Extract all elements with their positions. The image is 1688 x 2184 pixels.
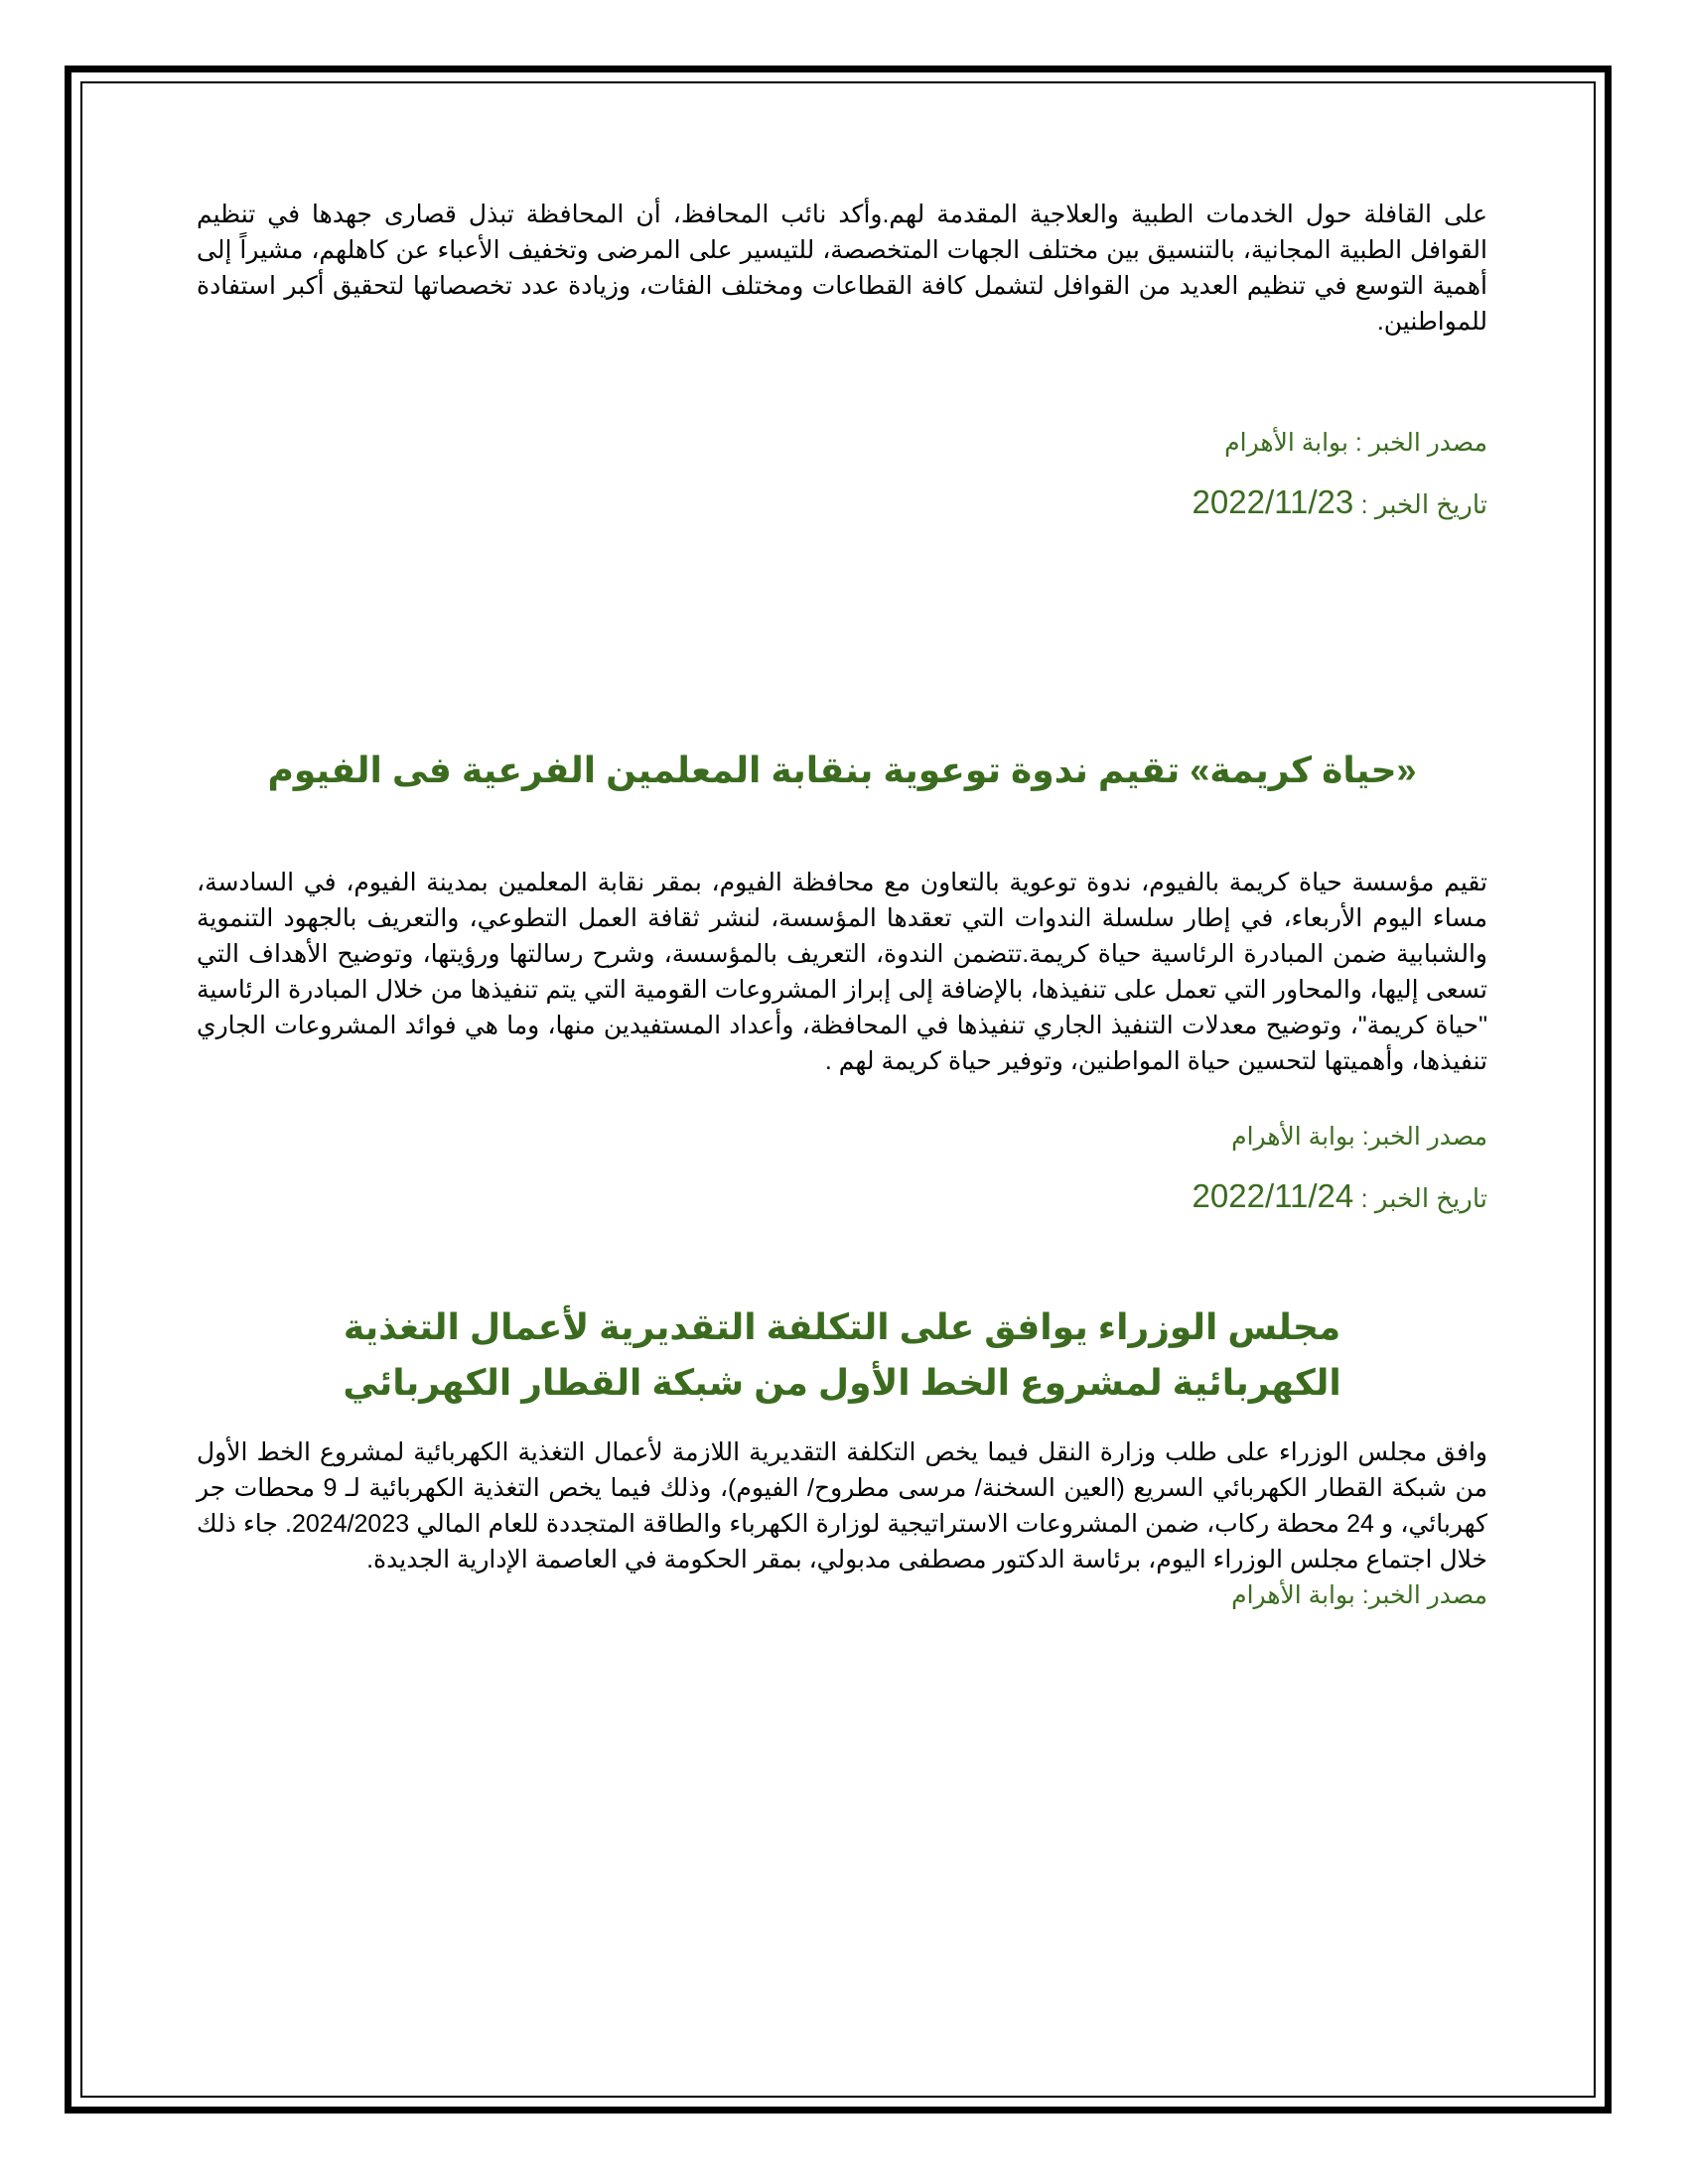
article1-date-label: تاريخ الخبر : <box>1353 489 1487 519</box>
article2-date-value: 2022/11/24 <box>1192 1177 1354 1214</box>
article1-date-value: 2022/11/23 <box>1192 483 1354 520</box>
article2-date-label: تاريخ الخبر : <box>1353 1183 1487 1213</box>
article1-body: على القافلة حول الخدمات الطبية والعلاجية المقدمة لهم.وأكد نائب المحافظ، أن المحافظة تبذل قصارى جهدها في تنظيم القوافل الطبية المجانية، بالتنسيق بين مختلف الجهات المتخصصة، للتيسير على المرضى وتخفيف الأعباء عن كاهلهم، مشيراً إلى أهمية التوسع في تنظيم العديد من القوافل لتشمل كافة القطاعات ومختلف الفئات، وزيادة عدد تخصصاتها لتحقيق أكبر استفادة للمواطنين. <box>197 201 1488 336</box>
article2-title: «حياة كريمة» تقيم ندوة توعوية بنقابة المعلمين الفرعية فى الفيوم <box>267 750 1417 790</box>
article2-source: مصدر الخبر: بوابة الأهرام <box>1231 1123 1487 1151</box>
article3-source: مصدر الخبر: بوابة الأهرام <box>1231 1581 1487 1609</box>
article2-body: تقيم مؤسسة حياة كريمة بالفيوم، ندوة توعوية بالتعاون مع محافظة الفيوم، بمقر نقابة المعلمين بمدينة الفيوم، في السادسة، مساء اليوم الأربعاء، في إطار سلسلة الندوات التي تعقدها المؤسسة، لنشر ثقافة العمل التطوعي، والتعريف بالجهود التنموية والشبابية ضمن المبادرة الرئاسية حياة كريمة.تتضمن الندوة، التعريف بالمؤسسة، وشرح رسالتها ورؤيتها، وتوضيح الأهداف التي تسعى إليها، والمحاور التي تعمل على تنفيذها، بالإضافة إلى إبراز المشروعات القومية التي يتم تنفيذها من خلال المبادرة الرئاسية "حياة كريمة"، وتوضيح معدلات التنفيذ الجاري تنفيذها في المحافظة، وأعداد المستفيدين منها، وما هي فوائد المشروعات الجاري تنفيذها، وأهميتها لتحسين حياة المواطنين، وتوفير حياة كريمة لهم . <box>197 869 1487 1075</box>
article1-date <box>197 484 1487 522</box>
article3-title: مجلس الوزراء يوافق على التكلفة التقديرية لأعمال التغذية الكهربائية لمشروع الخط الأول من شبكة القطار الكهربائي <box>343 1306 1341 1403</box>
document-content <box>197 197 1487 1613</box>
article1-source: مصدر الخبر : بوابة الأهرام <box>1224 429 1487 457</box>
article3-body: وافق مجلس الوزراء على طلب وزارة النقل فيما يخص التكلفة التقديرية اللازمة لأعمال التغذية الكهربائية لمشروع الخط الأول من شبكة القطار الكهربائي السريع (العين السخنة/ مرسى مطروح/ الفيوم)، وذلك فيما يخص التغذية الكهربائية لـ 9 محطات جر كهربائي، و 24 محطة ركاب، ضمن المشروعات الاستراتيجية لوزارة الكهرباء والطاقة المتجددة للعام المالي 2024/2023. جاء ذلك خلال اجتماع مجلس الوزراء اليوم، برئاسة الدكتور مصطفى مدبولي، بمقر الحكومة في العاصمة الإدارية الجديدة. <box>197 1438 1487 1573</box>
article2-date <box>197 1178 1487 1216</box>
